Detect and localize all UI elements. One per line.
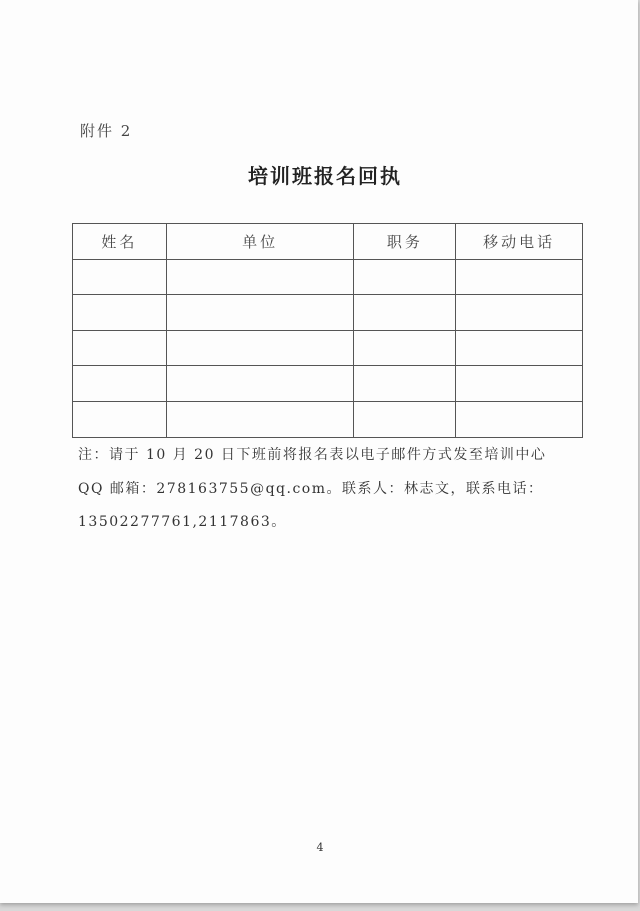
note-line-2: QQ 邮箱：278163755@qq.com。联系人：林志文，联系电话： [78, 481, 544, 497]
cell-name[interactable] [73, 295, 167, 331]
cell-position[interactable] [354, 401, 456, 437]
cell-mobile[interactable] [456, 401, 583, 437]
registration-table [72, 223, 583, 438]
cell-position[interactable] [354, 366, 456, 402]
note-line-3: 13502277761,2117863。 [78, 514, 287, 530]
page-title: 培训班报名回执 [248, 164, 402, 188]
cell-mobile[interactable] [456, 330, 583, 366]
cell-name[interactable] [73, 401, 167, 437]
cell-organization[interactable] [166, 401, 354, 437]
cell-position[interactable] [354, 259, 456, 295]
attachment-label: 附件 2 [80, 122, 133, 140]
cell-mobile[interactable] [456, 259, 583, 295]
page-number: 4 [316, 841, 324, 854]
column-header-position: 职务 [354, 224, 456, 260]
table-row [73, 259, 583, 295]
note-line-1: 注：请于 10 月 20 日下班前将报名表以电子邮件方式发至培训中心 [78, 447, 547, 463]
column-header-name: 姓名 [73, 224, 167, 260]
cell-mobile[interactable] [456, 366, 583, 402]
cell-mobile[interactable] [456, 295, 583, 331]
column-header-mobile: 移动电话 [456, 224, 583, 260]
cell-name[interactable] [73, 366, 167, 402]
cell-organization[interactable] [166, 295, 354, 331]
cell-name[interactable] [73, 259, 167, 295]
table-header-row [73, 224, 583, 260]
column-header-organization: 单位 [166, 224, 354, 260]
table-row [73, 330, 583, 366]
cell-organization[interactable] [166, 366, 354, 402]
cell-name[interactable] [73, 330, 167, 366]
table-row [73, 366, 583, 402]
cell-position[interactable] [354, 330, 456, 366]
cell-position[interactable] [354, 295, 456, 331]
cell-organization[interactable] [166, 259, 354, 295]
cell-organization[interactable] [166, 330, 354, 366]
table-row [73, 401, 583, 437]
table-row [73, 295, 583, 331]
